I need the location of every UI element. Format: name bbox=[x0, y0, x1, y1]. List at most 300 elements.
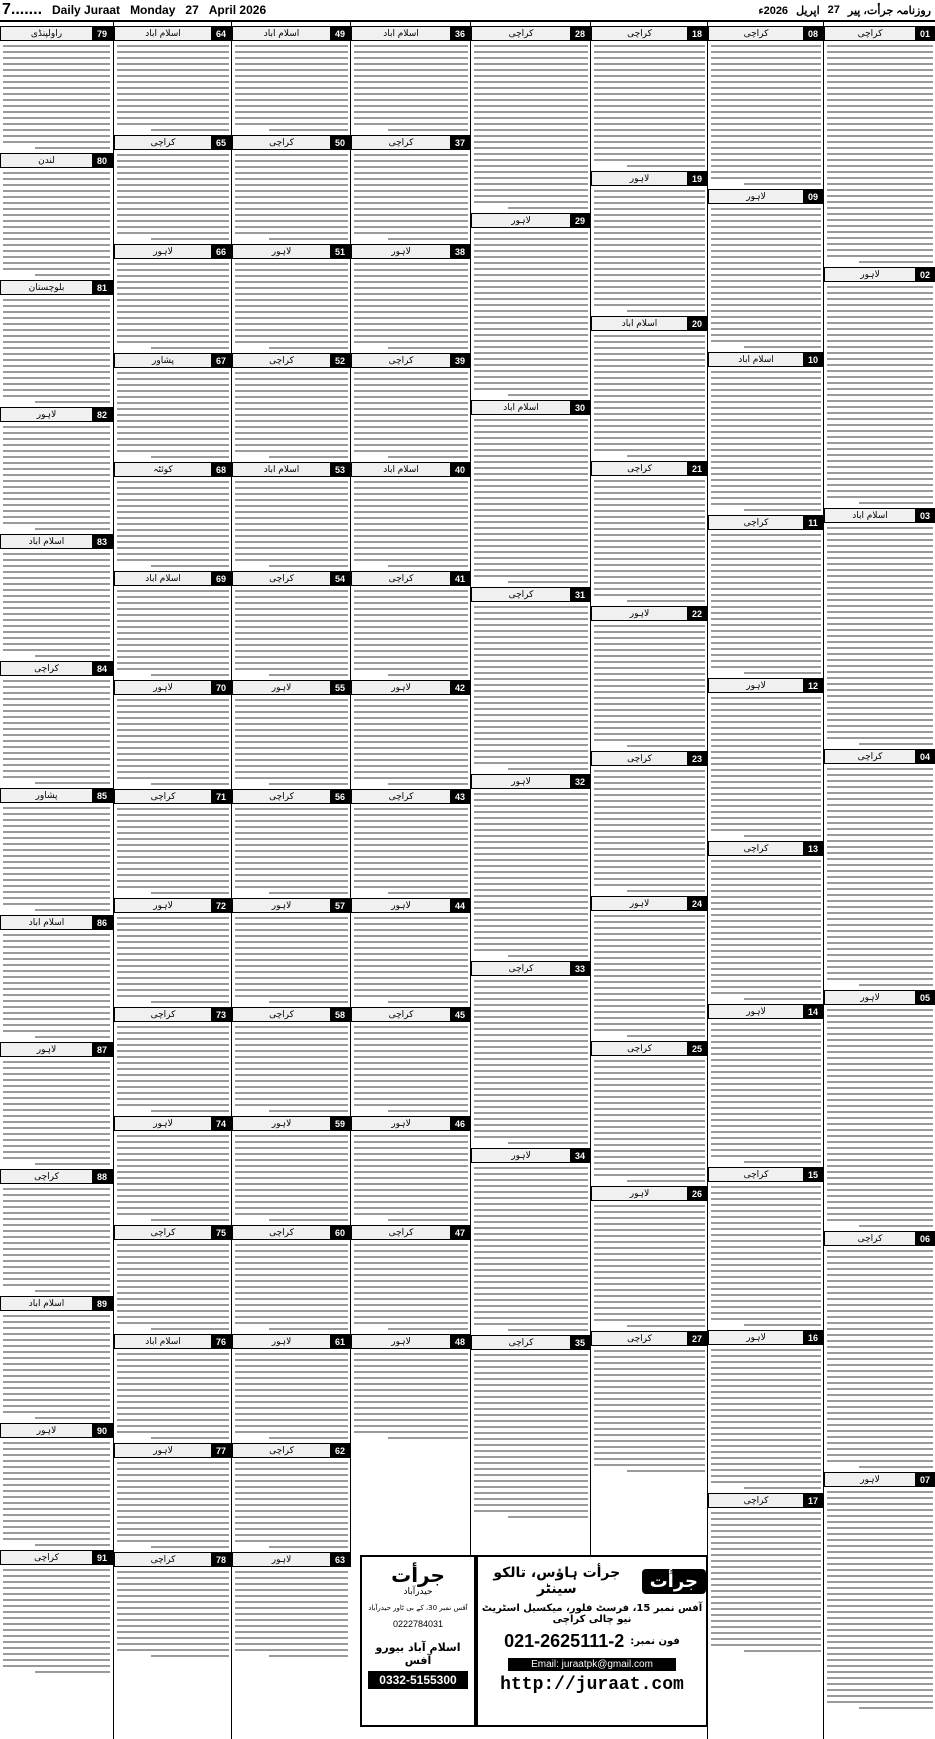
news-item-header bbox=[0, 1296, 113, 1311]
text-line bbox=[354, 1395, 468, 1397]
text-line bbox=[711, 811, 821, 813]
text-line bbox=[354, 1401, 468, 1403]
text-line bbox=[827, 1665, 933, 1667]
text-line bbox=[827, 786, 933, 788]
text-line bbox=[711, 208, 821, 210]
text-line bbox=[235, 505, 348, 507]
text-line bbox=[235, 1280, 348, 1282]
news-item-number: 85 bbox=[92, 789, 112, 802]
news-item-dateline: بلوچستان bbox=[28, 282, 65, 293]
news-item-header bbox=[114, 244, 232, 259]
text-line bbox=[827, 972, 933, 974]
text-line bbox=[827, 1539, 933, 1541]
text-line bbox=[117, 263, 229, 265]
news-item-number: 32 bbox=[570, 775, 590, 788]
text-line bbox=[3, 1587, 110, 1589]
text-line bbox=[235, 408, 348, 410]
text-line bbox=[711, 443, 821, 445]
news-item-dateline: کراچی bbox=[150, 1227, 176, 1238]
news-column bbox=[823, 22, 935, 1739]
text-line bbox=[354, 1268, 468, 1270]
text-line bbox=[594, 1241, 705, 1243]
text-line bbox=[3, 1502, 110, 1504]
news-item-dateline: کراچی bbox=[388, 573, 414, 584]
text-line bbox=[594, 63, 705, 65]
text-line bbox=[627, 310, 705, 312]
text-line bbox=[827, 1677, 933, 1679]
news-item-number: 88 bbox=[92, 1170, 112, 1183]
text-line bbox=[151, 1110, 229, 1112]
text-line bbox=[711, 467, 821, 469]
text-line bbox=[711, 956, 821, 958]
text-line bbox=[474, 1221, 588, 1223]
news-item-body bbox=[711, 208, 821, 348]
text-line bbox=[354, 874, 468, 876]
text-line bbox=[235, 93, 348, 95]
text-line bbox=[3, 1659, 110, 1661]
text-line bbox=[711, 1288, 821, 1290]
news-item-body bbox=[474, 606, 588, 770]
text-line bbox=[827, 846, 933, 848]
ad-phone: 0222784031 bbox=[392, 1619, 444, 1629]
text-line bbox=[594, 1150, 705, 1152]
text-line bbox=[711, 45, 821, 47]
text-line bbox=[474, 919, 588, 921]
text-line bbox=[3, 1484, 110, 1486]
text-line bbox=[354, 214, 468, 216]
ad-city: حیدرآباد bbox=[403, 1587, 433, 1597]
text-line bbox=[827, 966, 933, 968]
text-line bbox=[235, 917, 348, 919]
text-line bbox=[474, 376, 588, 378]
text-line bbox=[594, 371, 705, 373]
text-line bbox=[827, 472, 933, 474]
text-line bbox=[235, 1631, 348, 1633]
text-line bbox=[594, 1162, 705, 1164]
text-line bbox=[474, 443, 588, 445]
news-item-dateline: لاہور bbox=[153, 246, 173, 257]
news-item-number: 76 bbox=[211, 1335, 231, 1348]
news-item-body bbox=[354, 917, 468, 1003]
news-item-number: 15 bbox=[803, 1168, 823, 1181]
text-line bbox=[827, 129, 933, 131]
text-line bbox=[3, 51, 110, 53]
text-line bbox=[354, 699, 468, 701]
text-line bbox=[594, 927, 705, 929]
text-line bbox=[354, 1080, 468, 1082]
news-item-number: 77 bbox=[211, 1444, 231, 1457]
text-line bbox=[3, 1200, 110, 1202]
text-line bbox=[827, 792, 933, 794]
text-line bbox=[269, 783, 348, 785]
text-line bbox=[594, 298, 705, 300]
text-line bbox=[117, 232, 229, 234]
text-line bbox=[711, 1415, 821, 1417]
ad-main-address: آفس نمبر 15، فرسٹ فلور، میکسیل اسٹریٹ نیو چالی کراچی bbox=[481, 1603, 703, 1625]
text-line bbox=[235, 517, 348, 519]
text-line bbox=[827, 376, 933, 378]
text-line bbox=[594, 957, 705, 959]
text-line bbox=[235, 75, 348, 77]
text-line bbox=[711, 582, 821, 584]
urdu-year: 2026ء bbox=[758, 4, 789, 17]
text-line bbox=[269, 1110, 348, 1112]
news-item-body bbox=[235, 917, 348, 1003]
text-line bbox=[235, 372, 348, 374]
text-line bbox=[474, 1378, 588, 1380]
text-line bbox=[827, 1593, 933, 1595]
text-line bbox=[474, 1239, 588, 1241]
text-line bbox=[827, 1503, 933, 1505]
news-item-number: 82 bbox=[92, 408, 112, 421]
text-line bbox=[235, 1244, 348, 1246]
news-item-number: 03 bbox=[915, 509, 935, 522]
text-line bbox=[354, 983, 468, 985]
text-line bbox=[235, 1159, 348, 1161]
text-line bbox=[474, 262, 588, 264]
news-item-body bbox=[354, 1244, 468, 1330]
text-line bbox=[827, 1039, 933, 1041]
text-line bbox=[594, 1416, 705, 1418]
text-line bbox=[827, 1695, 933, 1697]
text-line bbox=[827, 1551, 933, 1553]
text-line bbox=[354, 226, 468, 228]
text-line bbox=[711, 1578, 821, 1580]
text-line bbox=[827, 695, 933, 697]
text-line bbox=[3, 426, 110, 428]
news-item-dateline: کراچی bbox=[269, 573, 294, 584]
text-line bbox=[354, 408, 468, 410]
text-line bbox=[508, 1329, 588, 1331]
text-line bbox=[117, 1504, 229, 1506]
text-line bbox=[3, 595, 110, 597]
text-line bbox=[711, 123, 821, 125]
news-item-number: 59 bbox=[330, 1117, 350, 1130]
text-line bbox=[711, 1246, 821, 1248]
text-line bbox=[354, 523, 468, 525]
news-item-header bbox=[351, 135, 471, 150]
text-line bbox=[594, 534, 705, 536]
text-line bbox=[827, 1129, 933, 1131]
text-line bbox=[827, 147, 933, 149]
text-line bbox=[594, 1374, 705, 1376]
text-line bbox=[474, 1010, 588, 1012]
news-item-number: 43 bbox=[450, 790, 470, 803]
text-line bbox=[3, 1284, 110, 1286]
text-line bbox=[827, 563, 933, 565]
text-line bbox=[3, 1151, 110, 1153]
text-line bbox=[711, 1620, 821, 1622]
text-line bbox=[474, 738, 588, 740]
text-line bbox=[235, 1395, 348, 1397]
text-line bbox=[827, 1147, 933, 1149]
text-line bbox=[827, 171, 933, 173]
news-item-header bbox=[0, 915, 113, 930]
text-line bbox=[594, 256, 705, 258]
text-line bbox=[827, 388, 933, 390]
text-line bbox=[827, 834, 933, 836]
text-line bbox=[474, 346, 588, 348]
news-item-dateline: اسلام آباد bbox=[145, 573, 181, 584]
text-line bbox=[354, 1262, 468, 1264]
text-line bbox=[474, 274, 588, 276]
text-line bbox=[235, 1649, 348, 1651]
text-line bbox=[711, 280, 821, 282]
news-item-dateline: کراچی bbox=[269, 1009, 294, 1020]
text-line bbox=[474, 823, 588, 825]
news-item-header bbox=[351, 353, 471, 368]
text-line bbox=[827, 629, 933, 631]
text-line bbox=[711, 171, 821, 173]
text-line bbox=[711, 322, 821, 324]
text-line bbox=[827, 804, 933, 806]
text-line bbox=[827, 1659, 933, 1661]
text-line bbox=[3, 825, 110, 827]
text-line bbox=[827, 641, 933, 643]
text-line bbox=[3, 1641, 110, 1643]
text-line bbox=[354, 287, 468, 289]
text-line bbox=[117, 1413, 229, 1415]
text-line bbox=[474, 1305, 588, 1307]
text-line bbox=[354, 232, 468, 234]
text-line bbox=[594, 220, 705, 222]
text-line bbox=[474, 1366, 588, 1368]
text-line bbox=[117, 1389, 229, 1391]
text-line bbox=[354, 511, 468, 513]
text-line bbox=[474, 1510, 588, 1512]
text-line bbox=[474, 1004, 588, 1006]
news-item-header bbox=[471, 213, 591, 228]
text-line bbox=[235, 1595, 348, 1597]
text-line bbox=[827, 430, 933, 432]
text-line bbox=[627, 745, 705, 747]
news-item-body bbox=[235, 1026, 348, 1112]
urdu-title: روزنامہ جرأت، پیر bbox=[847, 4, 931, 17]
text-line bbox=[151, 674, 229, 676]
text-line bbox=[269, 1001, 348, 1003]
text-line bbox=[3, 1478, 110, 1480]
text-line bbox=[711, 739, 821, 741]
text-line bbox=[3, 565, 110, 567]
text-line bbox=[859, 1466, 933, 1468]
text-line bbox=[117, 438, 229, 440]
text-line bbox=[594, 812, 705, 814]
text-line bbox=[474, 69, 588, 71]
text-line bbox=[827, 123, 933, 125]
text-line bbox=[711, 328, 821, 330]
text-line bbox=[711, 986, 821, 988]
text-line bbox=[117, 662, 229, 664]
text-line bbox=[711, 75, 821, 77]
text-line bbox=[235, 1322, 348, 1324]
text-line bbox=[711, 238, 821, 240]
news-item-body bbox=[354, 372, 468, 458]
text-line bbox=[594, 1289, 705, 1291]
text-line bbox=[117, 402, 229, 404]
text-line bbox=[235, 208, 348, 210]
text-line bbox=[117, 1032, 229, 1034]
news-item-dateline: لاہور bbox=[391, 1118, 411, 1129]
news-item-dateline: لاہور bbox=[271, 246, 292, 257]
text-line bbox=[594, 836, 705, 838]
text-line bbox=[474, 998, 588, 1000]
text-line bbox=[117, 656, 229, 658]
text-line bbox=[354, 505, 468, 507]
news-item-number: 62 bbox=[330, 1444, 350, 1457]
text-line bbox=[827, 1653, 933, 1655]
text-line bbox=[474, 931, 588, 933]
news-item-header bbox=[0, 534, 113, 549]
text-line bbox=[117, 971, 229, 973]
text-line bbox=[827, 858, 933, 860]
news-item-body bbox=[117, 481, 229, 567]
text-line bbox=[354, 450, 468, 452]
text-line bbox=[827, 1370, 933, 1372]
text-line bbox=[117, 1498, 229, 1500]
text-line bbox=[3, 643, 110, 645]
ad-email[interactable]: Email: juraatpk@gmail.com bbox=[508, 1658, 676, 1671]
text-line bbox=[354, 608, 468, 610]
news-item-header bbox=[0, 1042, 113, 1057]
text-line bbox=[117, 1195, 229, 1197]
text-line bbox=[354, 977, 468, 979]
text-line bbox=[117, 1153, 229, 1155]
text-line bbox=[594, 558, 705, 560]
text-line bbox=[711, 147, 821, 149]
text-line bbox=[354, 1292, 468, 1294]
text-line bbox=[474, 364, 588, 366]
text-line bbox=[235, 384, 348, 386]
text-line bbox=[827, 1623, 933, 1625]
text-line bbox=[711, 334, 821, 336]
text-line bbox=[474, 654, 588, 656]
news-item-body bbox=[827, 286, 933, 504]
text-line bbox=[117, 208, 229, 210]
news-item-number: 49 bbox=[330, 27, 350, 40]
text-line bbox=[3, 172, 110, 174]
text-line bbox=[235, 190, 348, 192]
ad-website[interactable]: http://juraat.com bbox=[500, 1675, 684, 1695]
text-line bbox=[235, 1177, 348, 1179]
text-line bbox=[711, 1149, 821, 1151]
text-line bbox=[235, 717, 348, 719]
text-line bbox=[117, 69, 229, 71]
text-line bbox=[235, 341, 348, 343]
text-line bbox=[594, 135, 705, 137]
news-item-dateline: کراچی bbox=[857, 1233, 883, 1244]
text-line bbox=[827, 484, 933, 486]
text-line bbox=[859, 502, 933, 504]
text-line bbox=[117, 1086, 229, 1088]
text-line bbox=[235, 160, 348, 162]
news-item-header bbox=[232, 462, 351, 477]
text-line bbox=[827, 581, 933, 583]
text-line bbox=[3, 752, 110, 754]
text-line bbox=[594, 510, 705, 512]
text-line bbox=[744, 1324, 821, 1326]
text-line bbox=[269, 1437, 348, 1439]
text-line bbox=[474, 1426, 588, 1428]
news-item-dateline: کراچی bbox=[627, 1043, 652, 1054]
text-line bbox=[117, 1201, 229, 1203]
text-line bbox=[711, 395, 821, 397]
text-line bbox=[474, 1215, 588, 1217]
text-line bbox=[235, 1577, 348, 1579]
text-line bbox=[594, 1464, 705, 1466]
text-line bbox=[117, 832, 229, 834]
text-line bbox=[3, 1526, 110, 1528]
text-line bbox=[3, 1617, 110, 1619]
text-line bbox=[117, 372, 229, 374]
text-line bbox=[235, 481, 348, 483]
text-line bbox=[827, 605, 933, 607]
text-line bbox=[474, 1173, 588, 1175]
text-line bbox=[827, 671, 933, 673]
text-line bbox=[117, 1080, 229, 1082]
text-line bbox=[474, 811, 588, 813]
text-line bbox=[117, 699, 229, 701]
text-line bbox=[594, 250, 705, 252]
text-line bbox=[711, 866, 821, 868]
news-item-dateline: کراچی bbox=[627, 463, 652, 474]
text-line bbox=[711, 805, 821, 807]
text-line bbox=[474, 370, 588, 372]
text-line bbox=[235, 1625, 348, 1627]
news-item-number: 61 bbox=[330, 1335, 350, 1348]
text-line bbox=[117, 1540, 229, 1542]
text-line bbox=[711, 1077, 821, 1079]
text-line bbox=[827, 1141, 933, 1143]
text-line bbox=[827, 1412, 933, 1414]
text-line bbox=[474, 141, 588, 143]
text-line bbox=[354, 644, 468, 646]
text-line bbox=[594, 1410, 705, 1412]
text-line bbox=[117, 1371, 229, 1373]
text-line bbox=[354, 154, 468, 156]
text-line bbox=[3, 1448, 110, 1450]
news-item-header bbox=[232, 680, 351, 695]
text-line bbox=[827, 1448, 933, 1450]
text-line bbox=[594, 1277, 705, 1279]
text-line bbox=[827, 346, 933, 348]
news-item-number: 22 bbox=[687, 607, 707, 620]
news-item-dateline: اسلام آباد bbox=[263, 464, 300, 475]
text-line bbox=[711, 1113, 821, 1115]
text-line bbox=[711, 703, 821, 705]
text-line bbox=[827, 105, 933, 107]
text-line bbox=[711, 135, 821, 137]
news-item-header bbox=[232, 1443, 351, 1458]
text-line bbox=[354, 481, 468, 483]
text-line bbox=[3, 819, 110, 821]
text-line bbox=[474, 859, 588, 861]
news-item-dateline: راولپنڈی bbox=[30, 28, 63, 39]
text-line bbox=[388, 456, 468, 458]
text-line bbox=[354, 1159, 468, 1161]
text-line bbox=[711, 1222, 821, 1224]
text-line bbox=[3, 450, 110, 452]
text-line bbox=[594, 637, 705, 639]
text-line bbox=[235, 608, 348, 610]
ad-bureau-phone: 0332-5155300 bbox=[368, 1671, 468, 1689]
text-line bbox=[594, 238, 705, 240]
news-item-header bbox=[824, 26, 935, 41]
text-line bbox=[235, 874, 348, 876]
text-line bbox=[474, 87, 588, 89]
text-line bbox=[354, 717, 468, 719]
text-line bbox=[711, 1536, 821, 1538]
news-item-number: 42 bbox=[450, 681, 470, 694]
